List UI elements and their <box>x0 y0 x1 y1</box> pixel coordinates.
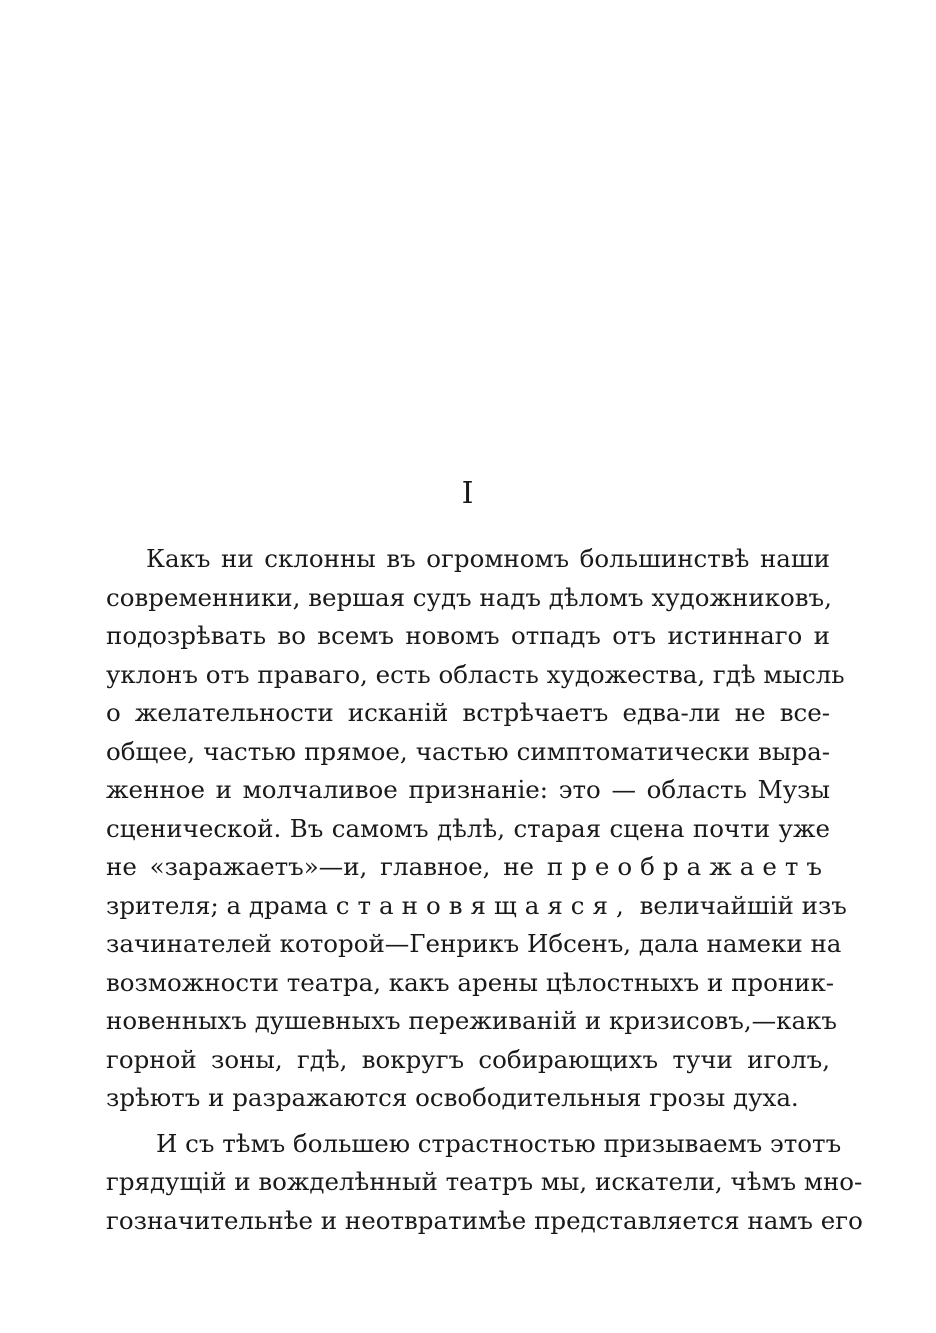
emphasized-word: становящаяся, <box>335 890 632 920</box>
text-line: гозначительнѣе и неотвратимѣе представляется намъ его <box>106 1205 863 1235</box>
text-line: подозрѣвать во всемъ новомъ отпадъ отъ истиннаго и <box>106 621 830 650</box>
text-line: горной зоны, гдѣ, вокругъ собирающихъ тучи иголъ, <box>106 1044 830 1074</box>
text-run: величайшій изъ <box>639 890 847 920</box>
text-line: уклонъ отъ праваго, есть область художества, гдѣ мысль <box>106 659 845 689</box>
text-line: зачинателей которой—Генрикъ Ибсенъ, дала намеки на <box>106 929 842 958</box>
text-run: зрителя; а драма <box>106 890 328 920</box>
text-line: общее, частью прямое, частью симптоматически выра- <box>106 736 830 766</box>
text-run: не «заражаетъ»—и, главное, не <box>106 852 535 881</box>
text-line: И съ тѣмъ большею страстностью призываемъ этотъ <box>156 1128 842 1158</box>
text-line <box>106 848 830 887</box>
text-line <box>106 887 847 926</box>
chapter-numeral: I <box>461 476 475 511</box>
text-line: зрѣютъ и разражаются освободительныя грозы духа. <box>106 1083 799 1112</box>
text-line: сценической. Въ самомъ дѣлѣ, старая сцена почти уже <box>106 813 830 843</box>
text-line: грядущій и вожделѣнный театръ мы, искатели, чѣмъ мно- <box>106 1167 863 1196</box>
text-line: новенныхъ душевныхъ переживаній и кризисовъ,—какъ <box>106 1006 837 1035</box>
paragraph-1 <box>106 540 847 1118</box>
text-line: женное и молчаливое признаніе: это — область Музы <box>106 775 830 804</box>
text-line: возможности театра, какъ арены цѣлостныхъ и проник- <box>106 967 835 997</box>
text-line: Какъ ни склонны въ огромномъ большинствѣ наши <box>146 544 830 573</box>
text-line: о желательности исканій встрѣчаетъ едва-ли не все- <box>106 698 830 727</box>
body-text <box>106 540 863 1240</box>
text-line: современники, вершая судъ надъ дѣломъ художниковъ, <box>106 582 832 612</box>
paragraph-2 <box>106 1125 863 1241</box>
emphasized-word: преображаетъ <box>546 852 830 881</box>
